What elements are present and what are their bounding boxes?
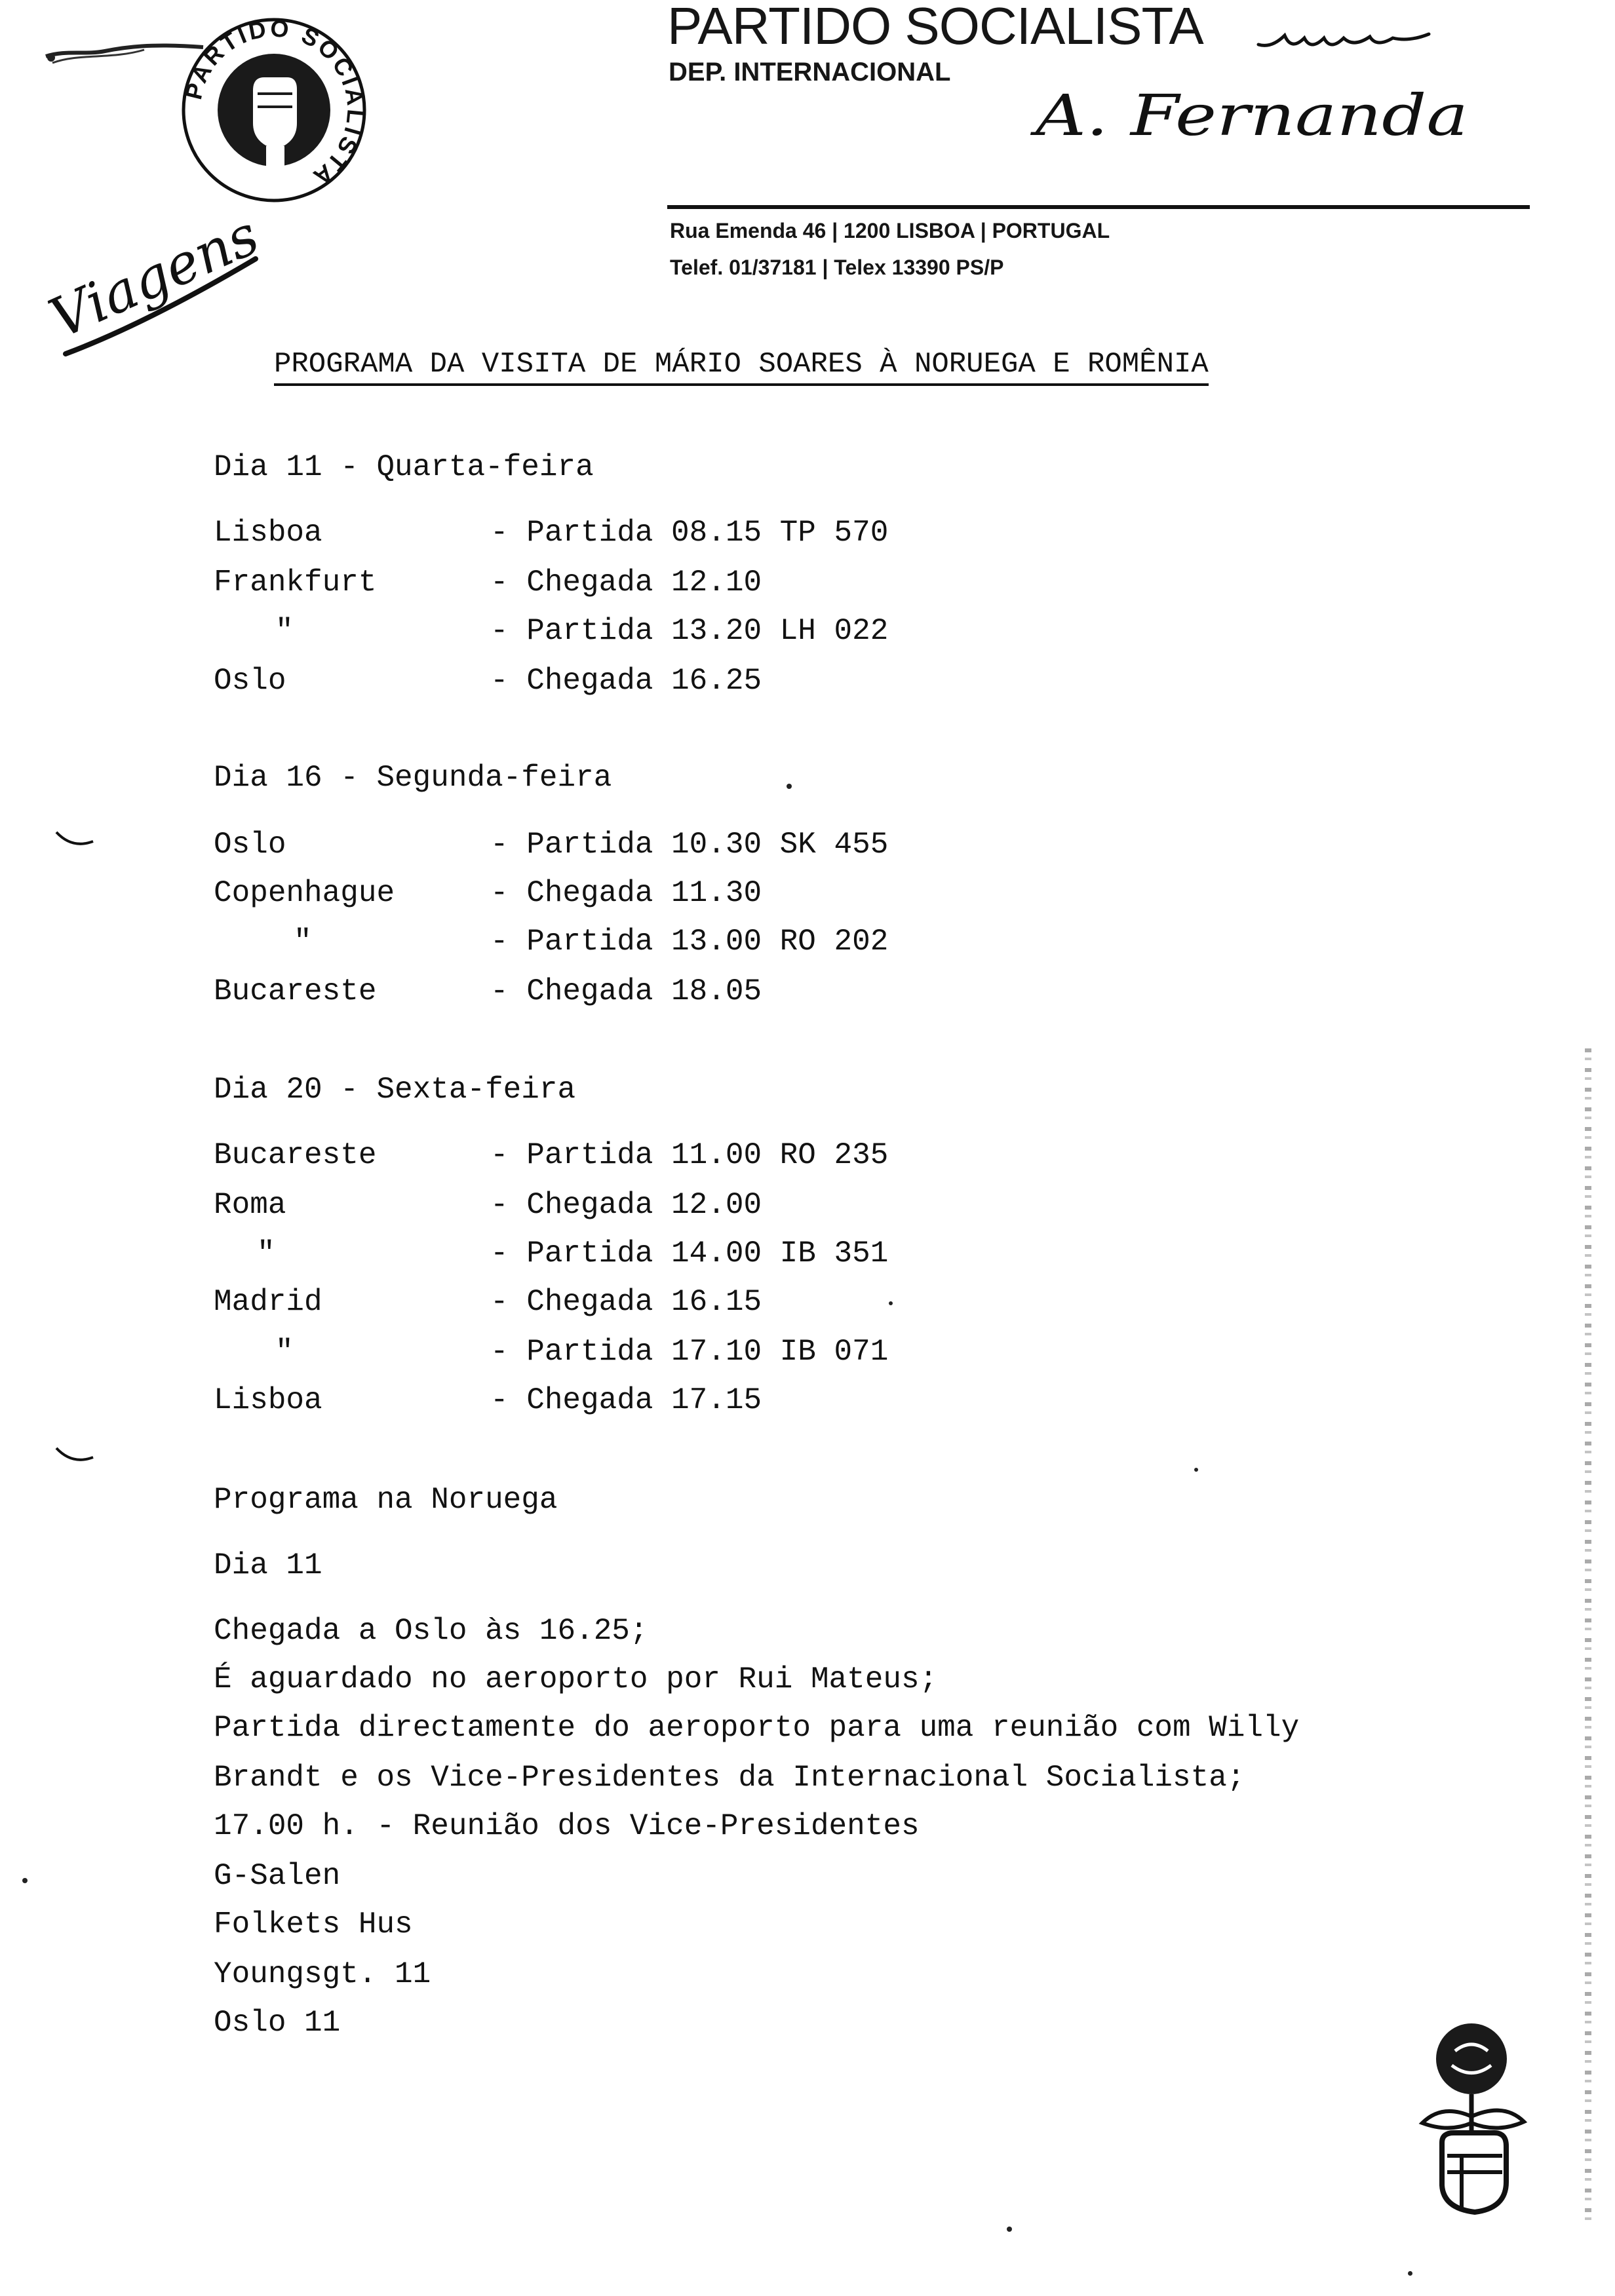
flight-detail: - Chegada 16.15 [490,1285,762,1319]
flight-detail: - Partida 08.15 TP 570 [490,516,889,550]
place: Lisboa [214,516,322,550]
svg-text:Viagens: Viagens [40,202,268,351]
flight-detail: - Partida 17.10 IB 071 [490,1335,889,1369]
program-line: Folkets Hus [214,1907,413,1942]
handwritten-initials [1245,12,1442,58]
speck [889,1301,893,1305]
place-ditto: " [275,1335,294,1369]
day-heading: Dia 11 - Quarta-feira [214,450,594,484]
section-heading: Programa na Noruega [214,1483,558,1517]
program-line: Chegada a Oslo às 16.25; [214,1614,648,1648]
flight-detail: - Partida 13.20 LH 022 [490,614,889,648]
flight-detail: - Partida 10.30 SK 455 [490,828,889,862]
flight-detail: - Chegada 16.25 [490,664,762,698]
address-line: Rua Emenda 46 | 1200 LISBOA | PORTUGAL [670,219,1110,242]
place-ditto: " [294,925,312,959]
speck [1194,1468,1198,1472]
day-heading: Dia 20 - Sexta-feira [214,1073,576,1107]
scan-mark [52,826,98,852]
scan-mark [52,1442,98,1468]
handwritten-margin-note [39,197,275,367]
program-line: G-Salen [214,1859,341,1893]
program-line: É aguardado no aeroporto por Rui Mateus; [214,1662,938,1696]
place: Frankfurt [214,565,377,600]
place: Madrid [214,1285,322,1319]
flight-detail: - Partida 13.00 RO 202 [490,925,889,959]
place: Bucareste [214,974,377,1008]
rose-fist-logo [1396,2018,1547,2221]
flight-detail: - Chegada 12.10 [490,565,762,600]
program-line: Brandt e os Vice-Presidentes da Internacional Socialista; [214,1761,1245,1795]
place: Roma [214,1188,286,1222]
place: Oslo [214,664,286,698]
party-fist-logo [176,12,372,208]
phone-line: Telef. 01/37181 | Telex 13390 PS/P [670,256,1004,279]
svg-text:A. Fernanda: A. Fernanda [1030,83,1468,149]
speck [787,784,792,789]
department-name: DEP. INTERNACIONAL [669,58,951,86]
place: Copenhague [214,876,395,910]
party-name: PARTIDO SOCIALISTA [667,0,1203,55]
day-heading: Dia 16 - Segunda-feira [214,761,612,795]
flight-detail: - Chegada 11.30 [490,876,762,910]
program-line: Partida directamente do aeroporto para uma reunião com Willy [214,1711,1300,1745]
program-line: Youngsgt. 11 [214,1957,431,1991]
logo-text: PARTIDO SOCIALISTA [180,14,370,193]
header-rule [667,205,1530,209]
day-heading: Dia 11 [214,1548,322,1582]
scan-edge [1585,1048,1591,2228]
program-line: 17.00 h. - Reunião dos Vice-Presidentes [214,1809,920,1843]
flight-detail: - Partida 14.00 IB 351 [490,1236,889,1271]
document-title: PROGRAMA DA VISITA DE MÁRIO SOARES À NORUEGA E ROMÊNIA [274,347,1209,386]
place-ditto: " [257,1236,275,1271]
flight-detail: - Chegada 12.00 [490,1188,762,1222]
flight-detail: - Partida 11.00 RO 235 [490,1138,889,1172]
program-line: Oslo 11 [214,2006,341,2040]
flight-detail: - Chegada 17.15 [490,1383,762,1417]
place: Bucareste [214,1138,377,1172]
place-ditto: " [275,614,294,648]
place: Oslo [214,828,286,862]
handwritten-signature [1022,72,1494,164]
flight-detail: - Chegada 18.05 [490,974,762,1008]
speck [1007,2227,1012,2232]
speck [22,1878,28,1883]
place: Lisboa [214,1383,322,1417]
speck [1408,2271,1412,2276]
